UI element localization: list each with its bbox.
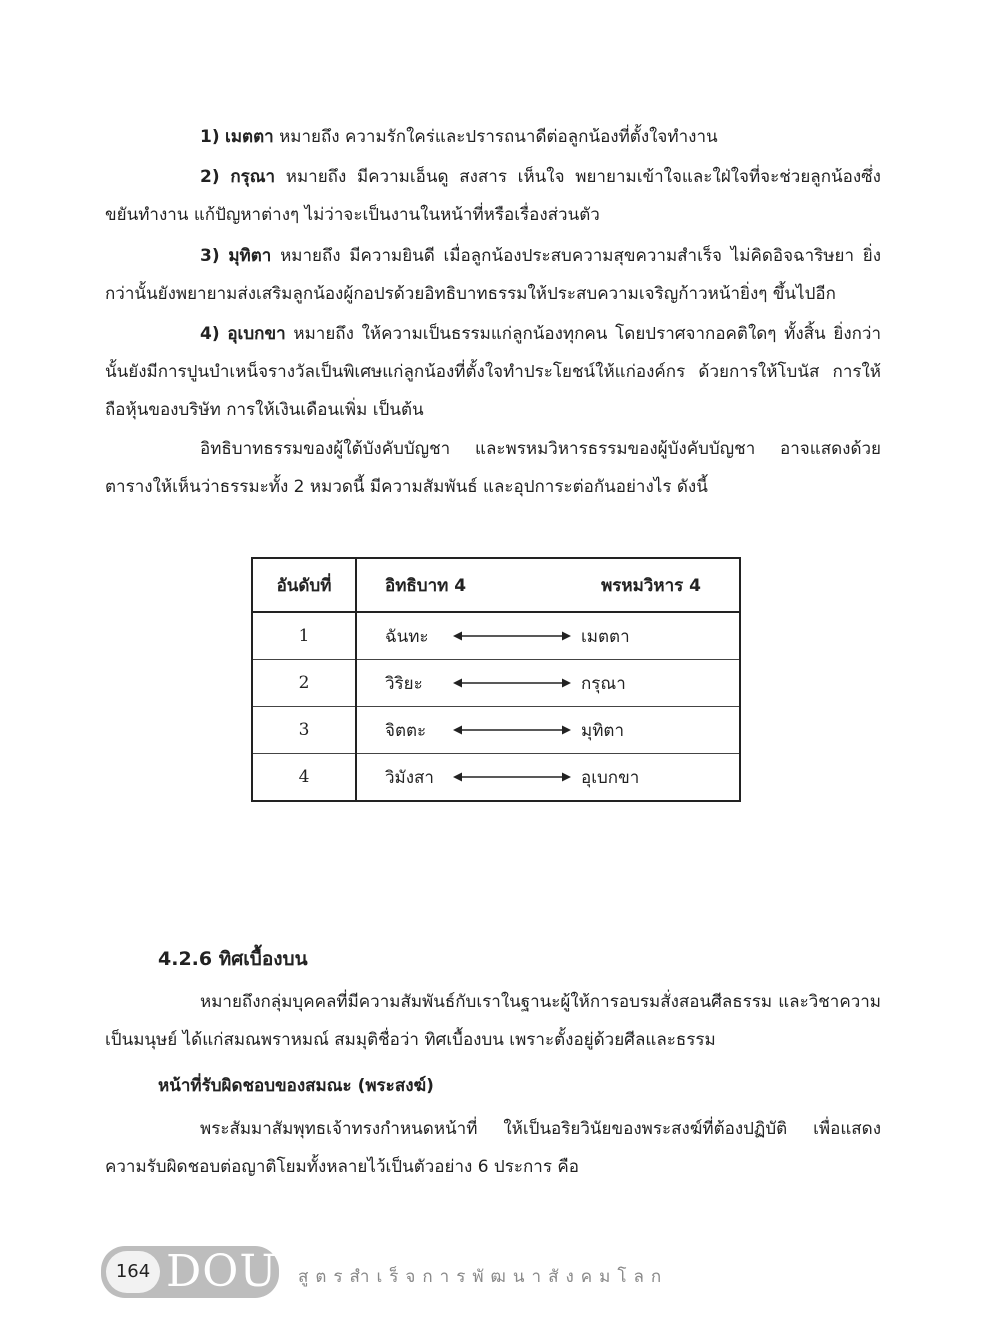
row-rank: 4	[252, 754, 356, 802]
paragraph-upekkha	[105, 315, 881, 429]
definition-text: หมายถึง ความรักใคร่และปรารถนาดีต่อลูกน้องที่ตั้งใจทำงาน	[279, 127, 718, 147]
paragraph-mudita	[105, 237, 881, 313]
section-heading: 4.2.6 ทิศเบื้องบน	[158, 948, 308, 970]
double-arrow-icon	[453, 724, 571, 736]
brahmavihara-term: อุเบกขา	[581, 767, 640, 788]
table-row	[252, 754, 740, 802]
book-title: สูตรสำเร็จการพัฒนาสังคมโลก	[298, 1267, 669, 1287]
paragraph-karuna	[105, 158, 881, 234]
paragraph-metta	[105, 118, 881, 156]
header-pair	[356, 558, 740, 612]
term-upekkha: อุเบกขา	[227, 324, 286, 344]
iddhipada-term: จิตตะ	[385, 720, 427, 741]
iddhipada-term: ฉันทะ	[385, 626, 429, 647]
row-rank: 3	[252, 707, 356, 754]
item-number: 1)	[200, 127, 220, 147]
table-intro-paragraph	[105, 430, 881, 506]
brahmavihara-term: มุทิตา	[581, 720, 624, 741]
header-rank: อันดับที่	[252, 558, 356, 612]
section-text: หมายถึงกลุ่มบุคคลที่มีความสัมพันธ์กับเราในฐานะผู้ให้การอบรมสั่งสอนศีลธรรม และวิชาความเป็นมนุษย์ ได้แก่สมณพราหมณ์ สมมุติชื่อว่า ทิศเบื้องบน เพราะตั้งอยู่ด้วยศีลและธรรม	[105, 992, 881, 1050]
table-row	[252, 612, 740, 660]
header-brahmavihara: พรหมวิหาร 4	[601, 575, 701, 596]
term-karuna: กรุณา	[230, 167, 276, 187]
subheading: หน้าที่รับผิดชอบของสมณะ (พระสงฆ์)	[158, 1076, 434, 1096]
table-header-row	[252, 558, 740, 612]
definition-text: หมายถึง มีความยินดี เมื่อลูกน้องประสบความสุขความสำเร็จ ไม่คิดอิจฉาริษยา ยิ่งกว่านั้นยังพยายามส่งเสริมลูกน้องผู้กอปรด้วยอิทธิบาทธรรมให้ประสบความเจริญก้าวหน้ายิ่งๆ ขึ้นไปอีก	[105, 246, 882, 304]
item-number: 4)	[200, 324, 220, 344]
term-mudita: มุทิตา	[228, 246, 272, 266]
sub-text: พระสัมมาสัมพุทธเจ้าทรงกำหนดหน้าที่ ให้เป็นอริยวินัยของพระสงฆ์ที่ต้องปฏิบัติ เพื่อแสดงความรับผิดชอบต่อญาติโยมทั้งหลายไว้เป็นตัวอย่าง 6 ประการ คือ	[105, 1119, 881, 1177]
header-iddhipada: อิทธิบาท 4	[385, 575, 467, 596]
iddhipada-term: วิริยะ	[385, 673, 423, 694]
definition-text: หมายถึง ให้ความเป็นธรรมแก่ลูกน้องทุกคน โดยปราศจากอคติใดๆ ทั้งสิ้น ยิ่งกว่านั้นยังมีการปูนบำเหน็จรางวัลเป็นพิเศษแก่ลูกน้องที่ตั้งใจทำประโยชน์ให้แก่องค์กร ด้วยการให้โบนัส การให้ถือหุ้นของบริษัท การให้เงินเดือนเพิ่ม เป็นต้น	[105, 324, 882, 420]
table-row	[252, 707, 740, 754]
row-rank: 2	[252, 660, 356, 707]
table-row	[252, 660, 740, 707]
iddhipada-term: วิมังสา	[385, 767, 434, 788]
dhamma-relation-table	[251, 557, 741, 802]
term-metta: เมตตา	[225, 127, 274, 147]
page-number: 164	[106, 1251, 160, 1293]
double-arrow-icon	[453, 677, 571, 689]
definition-text: หมายถึง มีความเอ็นดู สงสาร เห็นใจ พยายามเข้าใจและใฝ่ใจที่จะช่วยลูกน้องซึ่งขยันทำงาน แก้ปัญหาต่างๆ ไม่ว่าจะเป็นงานในหน้าที่หรือเรื่องส่วนตัว	[105, 167, 881, 225]
row-pair	[356, 612, 740, 660]
section-paragraph	[105, 983, 881, 1059]
item-number: 3)	[200, 246, 220, 266]
row-pair	[356, 754, 740, 802]
brahmavihara-term: เมตตา	[581, 626, 630, 647]
table-intro-text: อิทธิบาทธรรมของผู้ใต้บังคับบัญชา และพรหมวิหารธรรมของผู้บังคับบัญชา อาจแสดงด้วยตารางให้เห็นว่าธรรมะทั้ง 2 หมวดนี้ มีความสัมพันธ์ และอุปการะต่อกันอย่างไร ดังนี้	[105, 439, 881, 497]
brahmavihara-term: กรุณา	[581, 673, 626, 694]
double-arrow-icon	[453, 771, 571, 783]
item-number: 2)	[200, 167, 220, 187]
sub-paragraph	[105, 1110, 881, 1186]
row-pair	[356, 660, 740, 707]
row-rank: 1	[252, 612, 356, 660]
dou-logo: DOU	[166, 1246, 278, 1297]
double-arrow-icon	[453, 630, 571, 642]
row-pair	[356, 707, 740, 754]
